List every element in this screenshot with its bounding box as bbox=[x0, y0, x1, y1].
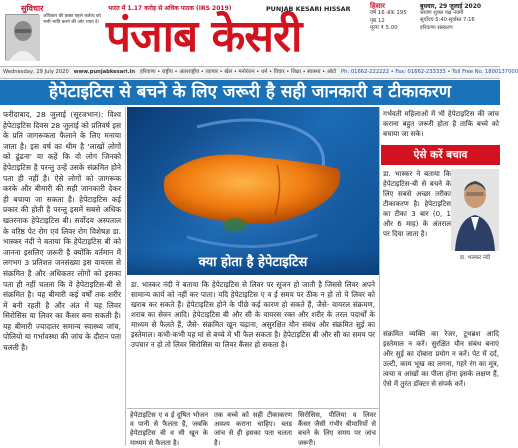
main-headline: हेपेटाइटिस से बचने के लिए जरूरी है सही जानकारी व टीकाकरण bbox=[0, 80, 500, 105]
newspaper-logo: पंजाब केसरी bbox=[106, 11, 302, 62]
date-extra-1: श्रावण शुक्ल पक्ष नवमी bbox=[420, 10, 464, 17]
doctor-photo-caption: डा. भास्कर नंदी bbox=[459, 255, 491, 261]
nav-items[interactable]: हरियाणा • राष्ट्रीय • अंतरराष्ट्रीय • व्यापार • खेल • मनोरंजन • धर्म • विचार • शिक्षा • स्वास्थ्य • ऑटो bbox=[139, 69, 337, 75]
masthead bbox=[0, 0, 500, 66]
suvichar-box bbox=[3, 2, 103, 64]
brand-line: PUNJAB KESARI HISSAR bbox=[266, 5, 351, 13]
sidebar-text-2: संक्रमित व्यक्ति का रेजर, टूथब्रश आदि इस्तेमाल न करें। सुरक्षित यौन संबंध बनाएं और सुई का दोबारा प्रयोग न करें। पेट में दर्द, उल्टी, काम भूख का लगना, गहरे रंग का मूत्र, त्वचा व आंखों का पीला होना इसके लक्षण हैं, ऐसे में तुरंत डॉक्टर से संपर्क करें। bbox=[383, 330, 499, 388]
readership-line: भारत में 1.17 करोड़ से अधिक पाठक (IRS 2019) bbox=[108, 5, 232, 12]
liver-icon bbox=[127, 107, 379, 275]
nav-phones: Ph: 01662-222222 • Fax: 01662-233333 • Toll Free No. 1800137000 bbox=[341, 69, 518, 75]
nav-site[interactable]: www.punjabkesari.in bbox=[73, 69, 136, 75]
sidebar-intro: गर्भवती महिलाओं में भी हेपेटाइटिस की जांच कराना बहुत जरूरी होता है ताकि बच्चे को बचाया जा सके। bbox=[383, 110, 499, 138]
sidebar-text-1: डा. भास्कर ने बताया कि हेपेटाइटिस-बी से बचने के लिए सबसे अच्छा तरीका टीकाकरण है। हेपेटाइटिस का टीका 3 बार (0, 1 और 6 माह) के अंतराल पर दिया जाता है। bbox=[383, 170, 451, 238]
mid-bottom-col-3: सिरोसिस, पीलिया व लिवर कैंसर जैसी गंभीर बीमारियों से बचने के लिए समय पर जांच जरूरी। bbox=[298, 411, 376, 447]
nav-strip bbox=[0, 66, 518, 79]
doctor-portrait-icon bbox=[451, 169, 499, 251]
left-article-column: फरीदाबाद, 28 जुलाई (सूरजभान): विश्व हेपेटाइटिस दिवस 28 जुलाई को प्रतिवर्ष इस के प्रति जागरूकता फैलाने के लिए मनाया जाता है। इस वर्ष का थीम है 'लाखों लोगों को ढूंढना' या कहें कि वो लोग जिनको हेपेटाइटिस है परन्तु उन्हें उसके संक्रमित होने पता ही नहीं है। ऐसे लोगों को जागरूक करके और बीमारी की सही जानकारी देकर ही बचाया जा सकता है। हेपेटाइटिस कई प्रकार की होती है परन्तु इसमें सबसे अधिक खतरनाक हेपेटाइटिस बी। सर्वोदय अस्पताल के वरिष्ठ पेट रोग एवं लिवर रोग विशेषज्ञ डा. भास्कर नंदी ने बताया कि हेपेटाइटिस बी को जानना इसलिए जरूरी है क्योंकि वर्तमान में लगभग 3 प्रतिशत जनसंख्या इस वायरस से संक्रमित है और अधिकतर लोगों को इसका पता ही नहीं चलता कि वे हेपेटाइटिस-बी से संक्रमित है। यह बीमारी कई वर्षों तक शरीर में बनी रहती है और अंत में यह लिवर सिरोसिस या लिवर का कैंसर बना सकती है। यह बीमारी ज्यादातर समान्य स्वास्थ्य जांच, पोलियो या गर्भावस्था की जांच के दौरान पता चलती है। bbox=[3, 110, 121, 353]
liver-illustration bbox=[127, 107, 379, 275]
sidebar-box-title: ऐसे करें बचाव bbox=[381, 145, 500, 165]
doctor-photo bbox=[451, 169, 499, 251]
middle-article-column: डा. भास्कर नंदी ने बताया कि हेपेटाइटिस से लिवर पर सूजन हो जाती है जिससे लिवर अपने सामान्य कार्य को नहीं कर पाता। यदि हेपेटाइटिस ए व ई समय पर ठीक न हो तो ये लिवर को खराब कर सकते हैं। हेपेटाइटिस होने के पीछे कई कारण हो सकते हैं, जैसे- वायरल संक्रमण, शराब का सेवन आदि। हेपेटाइटिस बी और सी के वायरस रक्त और शरीर के तरल पदार्थों के माध्यम से फैलते हैं, जैसे- संक्रमित खून चढ़ाना, असुरक्षित यौन संबंध और संक्रमित सुई का इस्तेमाल। कभी-कभी यह मां से बच्चे में भी फैल सकता है। हेपेटाइटिस बी और सी का समय पर उपचार न हो तो लिवर सिरोसिस या लिवर कैंसर हो सकता है। bbox=[131, 280, 375, 349]
date-extra-2: सूर्योदय 5:40 सूर्यास्त 7:16 bbox=[420, 17, 475, 24]
date-line: बुधवार, 29 जुलाई 2020 bbox=[420, 3, 482, 10]
suvichar-quote: अधिकार की इच्छा पहले कर्तव्य को भली-भांति करने की ओर ध्यान दें। bbox=[43, 14, 101, 25]
edition-city: हिसार bbox=[370, 2, 385, 10]
sidebar bbox=[381, 107, 500, 446]
edition-pages: पृष्ठ 12 bbox=[370, 17, 385, 24]
mid-bottom-col-2: तक बच्चे को सही टीकाकरण अवश्य कराना चाहिए। ब्लड जांच से ही इसका पता चलता है। bbox=[214, 411, 292, 447]
column-divider-left bbox=[125, 107, 126, 446]
column-divider-right bbox=[379, 107, 380, 446]
mid-bottom-col-1: हेपेटाइटिस ए व ई दूषित भोजन व पानी से फैलता है, जबकि हेपेटाइटिस बी व सी खून के माध्यम से फैलता है। bbox=[130, 411, 208, 447]
edition-price: मूल्य ₹ 5.00 bbox=[370, 25, 398, 32]
gandhi-portrait-icon bbox=[6, 15, 40, 61]
date-extra-3: हरियाणा संस्करण bbox=[420, 24, 453, 31]
nav-date: Wednesday, 29 July 2020 bbox=[3, 69, 69, 75]
liver-caption: क्या होता है हेपेटाइटिस bbox=[127, 251, 379, 275]
mid-bottom-row bbox=[127, 409, 379, 446]
suvichar-label: सुविचार bbox=[21, 4, 44, 13]
edition-volume: वर्ष 16 अंक 195 bbox=[370, 10, 407, 17]
gandhi-portrait bbox=[5, 14, 39, 60]
date-box bbox=[420, 3, 498, 63]
